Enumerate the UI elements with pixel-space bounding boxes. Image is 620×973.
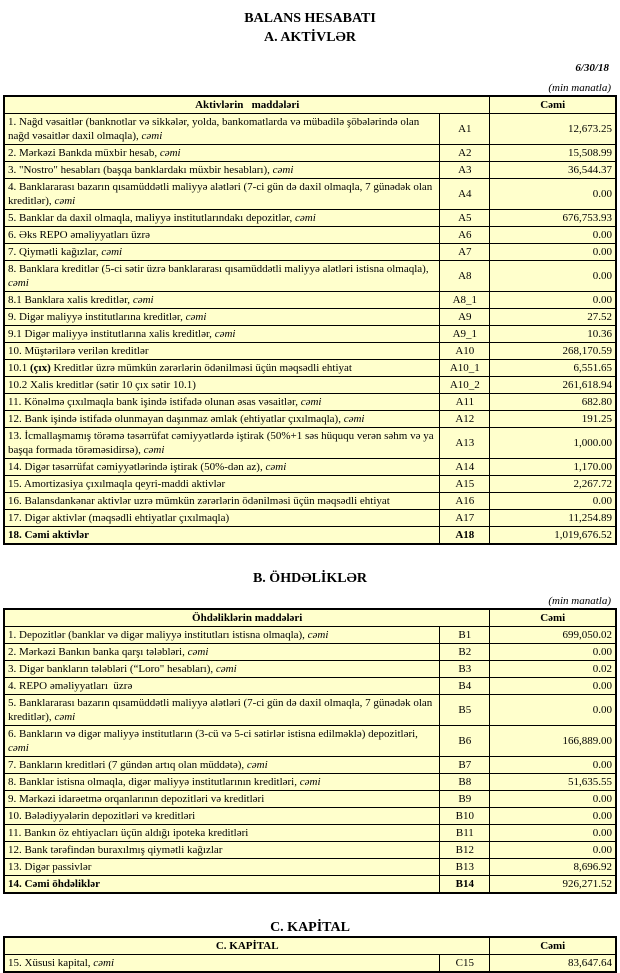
table-row bbox=[4, 376, 616, 393]
unit-note-aktivler: (min manatla) bbox=[548, 81, 611, 94]
row-label: 14. Digər təsərrüfat cəmiyyətlərində iştirak (50%-dən az), cəmi bbox=[4, 458, 440, 475]
table-row bbox=[4, 144, 616, 161]
table-row bbox=[4, 643, 616, 660]
row-label: 15. Xüsusi kapital, cəmi bbox=[4, 954, 440, 972]
table-row bbox=[4, 790, 616, 807]
row-label: 12. Bank işində istifadə olunmayan daşınmaz əmlak (ehtiyatlar çıxılmaqla), cəmi bbox=[4, 410, 440, 427]
row-label: 3. "Nostro" hesabları (başqa banklardakı müxbir hesabları), cəmi bbox=[4, 161, 440, 178]
table-row bbox=[4, 773, 616, 790]
row-code: B6 bbox=[440, 725, 490, 756]
row-code: A2 bbox=[440, 144, 490, 161]
table-row bbox=[4, 325, 616, 342]
row-label: 13. Digər passivlər bbox=[4, 858, 440, 875]
row-label: 1. Nağd vəsaitlər (banknotlar və sikkələr, yolda, bankomatlarda və mübadilə şöbələrində olan nağd vəsaitlər daxil olmaqla), cəmi bbox=[4, 113, 440, 144]
row-value: 268,170.59 bbox=[490, 342, 616, 359]
row-value: 682.80 bbox=[490, 393, 616, 410]
row-value: 0.00 bbox=[490, 243, 616, 260]
row-value: 15,508.99 bbox=[490, 144, 616, 161]
row-code: A15 bbox=[440, 475, 490, 492]
table-row bbox=[4, 178, 616, 209]
row-value: 36,544.37 bbox=[490, 161, 616, 178]
row-value: 0.00 bbox=[490, 260, 616, 291]
table-row bbox=[4, 226, 616, 243]
row-label: 7. Bankların kreditləri (7 gündən artıq olan müddətə), cəmi bbox=[4, 756, 440, 773]
table-aktivler bbox=[3, 95, 617, 545]
row-label: 4. REPO əməliyyatları üzrə bbox=[4, 677, 440, 694]
row-value: 0.00 bbox=[490, 643, 616, 660]
row-value: 166,889.00 bbox=[490, 725, 616, 756]
table-ohdelikler bbox=[3, 608, 617, 894]
row-label: 2. Mərkəzi Bankın banka qarşı tələbləri, cəmi bbox=[4, 643, 440, 660]
row-value: 10.36 bbox=[490, 325, 616, 342]
table-row bbox=[4, 359, 616, 376]
row-code: B5 bbox=[440, 694, 490, 725]
row-code: A14 bbox=[440, 458, 490, 475]
table-row bbox=[4, 260, 616, 291]
row-value: 1,000.00 bbox=[490, 427, 616, 458]
row-value: 261,618.94 bbox=[490, 376, 616, 393]
row-value: 83,647.64 bbox=[490, 954, 616, 972]
row-value: 51,635.55 bbox=[490, 773, 616, 790]
row-label: 6. Əks REPO əməliyyatları üzrə bbox=[4, 226, 440, 243]
row-value: 1,170.00 bbox=[490, 458, 616, 475]
row-value: 0.00 bbox=[490, 824, 616, 841]
row-label: 9. Digər maliyyə institutlarına kreditlər, cəmi bbox=[4, 308, 440, 325]
row-code: B11 bbox=[440, 824, 490, 841]
row-value: 1,019,676.52 bbox=[490, 526, 616, 544]
row-label: 4. Banklararası bazarın qısamüddətli maliyyə alətləri (7-ci gün də daxil olmaqla, 7 günədək olan kreditlər), cəmi bbox=[4, 178, 440, 209]
header-row-aktivler bbox=[4, 96, 616, 114]
report-date: 6/30/18 bbox=[575, 61, 609, 74]
row-code: A12 bbox=[440, 410, 490, 427]
title-line-1: BALANS HESABATI bbox=[244, 11, 376, 26]
row-value: 0.00 bbox=[490, 841, 616, 858]
row-label: 8. Banklara kreditlər (5-ci sətir üzrə banklararası qısamüddətli maliyyə alətləri istisna olmaqla), cəmi bbox=[4, 260, 440, 291]
table-kapital bbox=[3, 936, 617, 973]
row-code: A17 bbox=[440, 509, 490, 526]
row-value: 12,673.25 bbox=[490, 113, 616, 144]
table-row bbox=[4, 626, 616, 643]
column-header-items: Aktivlərin maddələri bbox=[4, 96, 490, 114]
row-code: A9_1 bbox=[440, 325, 490, 342]
table-row bbox=[4, 954, 616, 972]
row-label: 7. Qiymətli kağızlar, cəmi bbox=[4, 243, 440, 260]
row-label: 8. Banklar istisna olmaqla, digər maliyyə institutlarının kreditləri, cəmi bbox=[4, 773, 440, 790]
row-code: A6 bbox=[440, 226, 490, 243]
row-value: 0.02 bbox=[490, 660, 616, 677]
row-value: 0.00 bbox=[490, 492, 616, 509]
table-row bbox=[4, 308, 616, 325]
row-code: A16 bbox=[440, 492, 490, 509]
row-code: A5 bbox=[440, 209, 490, 226]
header-row-kapital bbox=[4, 937, 616, 955]
row-label: 10.2 Xalis kreditlər (sətir 10 çıx sətir 10.1) bbox=[4, 376, 440, 393]
row-code: A3 bbox=[440, 161, 490, 178]
row-code: A11 bbox=[440, 393, 490, 410]
row-value: 191.25 bbox=[490, 410, 616, 427]
row-label: 9.1 Digər maliyyə institutlarına xalis kreditlər, cəmi bbox=[4, 325, 440, 342]
row-label: 15. Amortizasiya çıxılmaqla qeyri-maddi aktivlər bbox=[4, 475, 440, 492]
column-header-total: Cəmi bbox=[490, 609, 616, 627]
row-label: 14. Cəmi öhdəliklər bbox=[4, 875, 440, 893]
row-code: B3 bbox=[440, 660, 490, 677]
row-label: 10.1 (çıx) Kreditlər üzrə mümkün zərərlərin ödənilməsi üçün məqsədli ehtiyat bbox=[4, 359, 440, 376]
row-value: 0.00 bbox=[490, 756, 616, 773]
table-row bbox=[4, 694, 616, 725]
row-code: A8 bbox=[440, 260, 490, 291]
table-row bbox=[4, 161, 616, 178]
table-row bbox=[4, 725, 616, 756]
table-row bbox=[4, 660, 616, 677]
row-code: B10 bbox=[440, 807, 490, 824]
unit-note-ohdelikler: (min manatla) bbox=[548, 594, 611, 607]
row-code: A9 bbox=[440, 308, 490, 325]
row-code: B13 bbox=[440, 858, 490, 875]
row-label: 9. Mərkəzi idarəetmə orqanlarının depozitləri və kreditləri bbox=[4, 790, 440, 807]
row-code: B4 bbox=[440, 677, 490, 694]
row-code: A10 bbox=[440, 342, 490, 359]
table-row bbox=[4, 509, 616, 526]
row-label: 11. Bankın öz ehtiyacları üçün aldığı ipoteka kreditləri bbox=[4, 824, 440, 841]
row-code: B2 bbox=[440, 643, 490, 660]
title-line-2: A. AKTİVLƏR bbox=[263, 29, 357, 45]
table-row bbox=[4, 209, 616, 226]
row-value: 11,254.89 bbox=[490, 509, 616, 526]
row-code: A7 bbox=[440, 243, 490, 260]
row-label: 13. İcmallaşmamış törəmə təsərrüfat cəmiyyətlərdə iştirak (50%+1 səs hüququ verən səhm və ya başqa formada törəməsidirsə), cəmi bbox=[4, 427, 440, 458]
row-code: B12 bbox=[440, 841, 490, 858]
row-code: A10_1 bbox=[440, 359, 490, 376]
row-label: 2. Mərkəzi Bankda müxbir hesab, cəmi bbox=[4, 144, 440, 161]
row-code: A13 bbox=[440, 427, 490, 458]
row-code: B8 bbox=[440, 773, 490, 790]
table-row bbox=[4, 458, 616, 475]
row-value: 0.00 bbox=[490, 677, 616, 694]
row-label: 3. Digər bankların tələbləri (“Loro" hesabları), cəmi bbox=[4, 660, 440, 677]
document-title bbox=[3, 10, 617, 48]
row-code: B7 bbox=[440, 756, 490, 773]
row-value: 0.00 bbox=[490, 790, 616, 807]
row-code: A1 bbox=[440, 113, 490, 144]
row-label: 5. Banklararası bazarın qısamüddətli maliyyə alətləri (7-ci gün də daxil olmaqla, 7 günədək olan kreditlər), cəmi bbox=[4, 694, 440, 725]
row-value: 2,267.72 bbox=[490, 475, 616, 492]
row-label: 5. Banklar da daxil olmaqla, maliyyə institutlarındakı depozitlər, cəmi bbox=[4, 209, 440, 226]
row-code: B1 bbox=[440, 626, 490, 643]
table-row bbox=[4, 410, 616, 427]
row-label: 1. Depozitlər (banklar və digər maliyyə institutları istisna olmaqla), cəmi bbox=[4, 626, 440, 643]
column-header-items: C. KAPİTAL bbox=[4, 937, 490, 955]
row-code: A8_1 bbox=[440, 291, 490, 308]
row-code: B14 bbox=[440, 875, 490, 893]
row-label: 12. Bank tərəfindən buraxılmış qiymətli kağızlar bbox=[4, 841, 440, 858]
tables-container bbox=[3, 82, 617, 973]
table-row bbox=[4, 875, 616, 893]
row-label: 11. Könəlmə çıxılmaqla bank işində istifadə olunan əsas vəsaitlər, cəmi bbox=[4, 393, 440, 410]
column-header-total: Cəmi bbox=[490, 96, 616, 114]
row-value: 6,551.65 bbox=[490, 359, 616, 376]
table-row bbox=[4, 824, 616, 841]
row-label: 6. Bankların və digər maliyyə institutların (3-cü və 5-ci sətirlər istisna edilməklə) depozitləri, cəmi bbox=[4, 725, 440, 756]
table-row bbox=[4, 756, 616, 773]
row-value: 0.00 bbox=[490, 178, 616, 209]
header-row-ohdelikler bbox=[4, 609, 616, 627]
table-row bbox=[4, 393, 616, 410]
table-row bbox=[4, 243, 616, 260]
row-label: 10. Müştərilərə verilən kreditlər bbox=[4, 342, 440, 359]
section-heading-ohdelikler: B. ÖHDƏLİKLƏR bbox=[252, 570, 368, 586]
row-code: B9 bbox=[440, 790, 490, 807]
row-label: 8.1 Banklara xalis kreditlər, cəmi bbox=[4, 291, 440, 308]
row-label: 10. Bələdiyyələrin depozitləri və kreditləri bbox=[4, 807, 440, 824]
row-code: A18 bbox=[440, 526, 490, 544]
table-row bbox=[4, 475, 616, 492]
column-header-items: Öhdəliklərin maddələri bbox=[4, 609, 490, 627]
row-value: 0.00 bbox=[490, 807, 616, 824]
row-label: 17. Digər aktivlər (məqsədli ehtiyatlar çıxılmaqla) bbox=[4, 509, 440, 526]
table-row bbox=[4, 342, 616, 359]
row-value: 0.00 bbox=[490, 694, 616, 725]
row-value: 926,271.52 bbox=[490, 875, 616, 893]
table-row bbox=[4, 841, 616, 858]
row-label: 18. Cəmi aktivlər bbox=[4, 526, 440, 544]
table-row bbox=[4, 492, 616, 509]
table-row bbox=[4, 427, 616, 458]
table-row bbox=[4, 858, 616, 875]
row-code: A4 bbox=[440, 178, 490, 209]
row-value: 0.00 bbox=[490, 291, 616, 308]
row-value: 0.00 bbox=[490, 226, 616, 243]
row-value: 27.52 bbox=[490, 308, 616, 325]
row-code: A10_2 bbox=[440, 376, 490, 393]
section-heading-kapital: C. KAPİTAL bbox=[270, 919, 350, 935]
table-row bbox=[4, 807, 616, 824]
table-row bbox=[4, 677, 616, 694]
table-row bbox=[4, 526, 616, 544]
row-value: 676,753.93 bbox=[490, 209, 616, 226]
row-label: 16. Balansdankənar aktivlər uzrə mümkün zərərlərin ödənilməsi üçün məqsədli ehtiyat bbox=[4, 492, 440, 509]
table-row bbox=[4, 113, 616, 144]
row-value: 8,696.92 bbox=[490, 858, 616, 875]
column-header-total: Cəmi bbox=[490, 937, 616, 955]
table-row bbox=[4, 291, 616, 308]
row-value: 699,050.02 bbox=[490, 626, 616, 643]
row-code: C15 bbox=[440, 954, 490, 972]
